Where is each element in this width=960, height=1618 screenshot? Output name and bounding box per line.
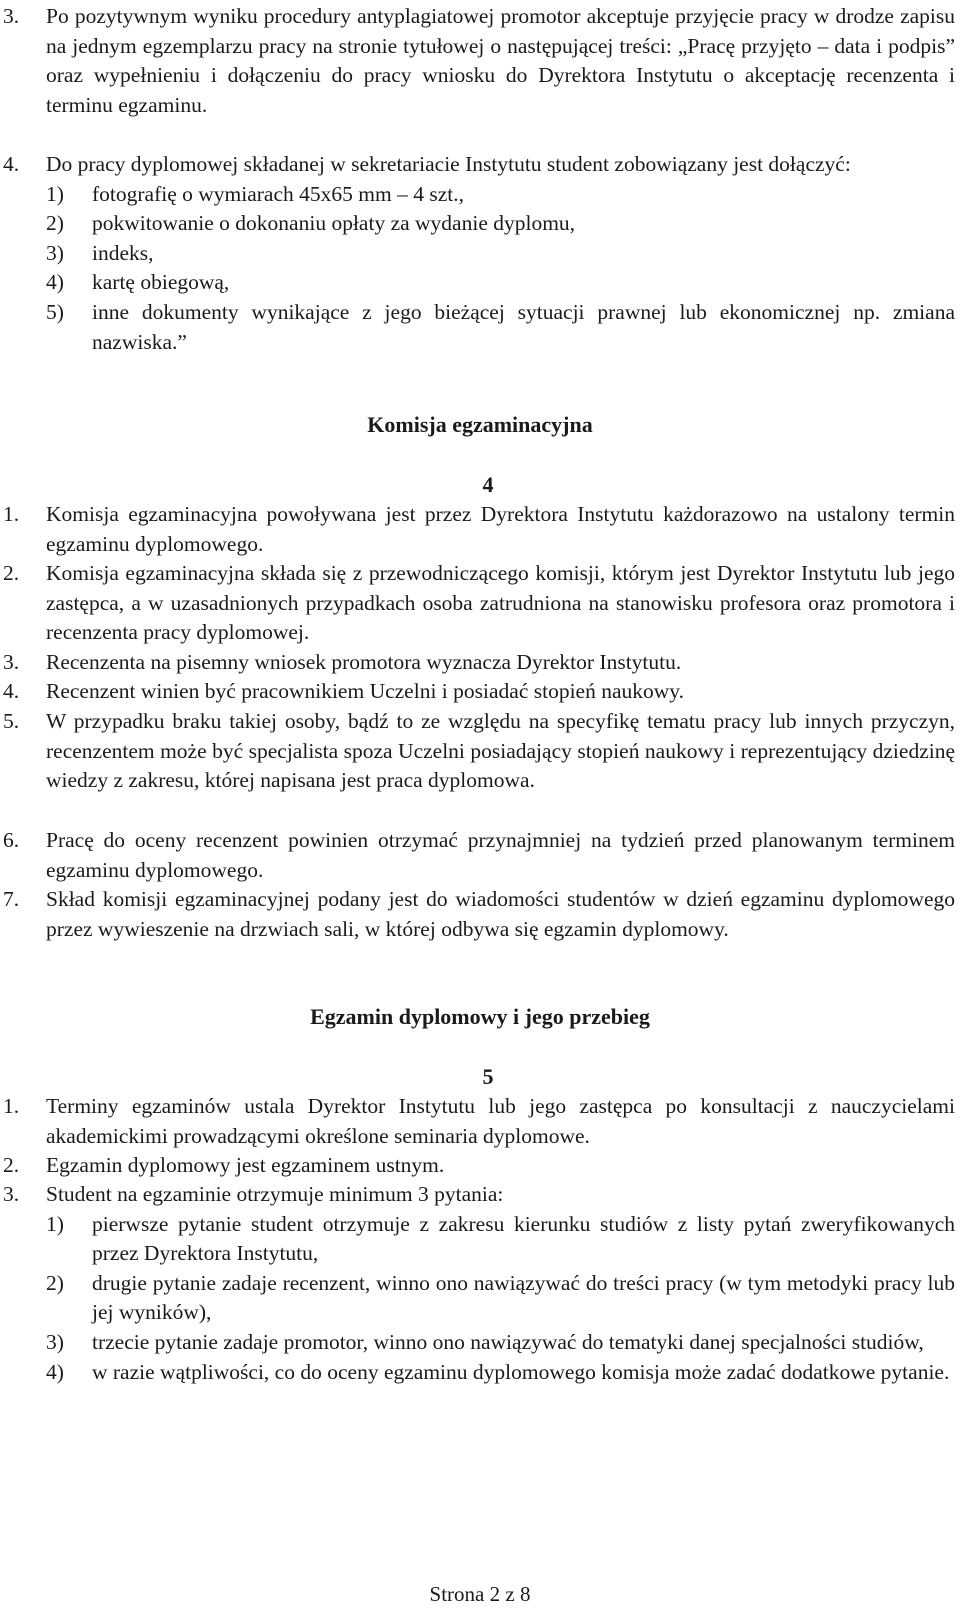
- komisja-item-1: 1. Komisja egzaminacyjna powoływana jest przez Dyrektora Instytutu każdorazowo na ustalony termin egzaminu dyplomowego.: [3, 502, 955, 556]
- paragraph-text: Do pracy dyplomowej składanej w sekretariacie Instytutu student zobowiązany jest dołączyć:: [46, 152, 851, 176]
- list-item: 1) fotografię o wymiarach 45x65 mm – 4 szt.,: [46, 181, 464, 206]
- komisja-item-6: 6. Pracę do oceny recenzent powinien otrzymać przynajmniej na tydzień przed planowanym terminem egzaminu dyplomowego.: [3, 828, 955, 882]
- paragraph-number: 4.: [3, 152, 20, 176]
- list-item: 2) drugie pytanie zadaje recenzent, winno ono nawiązywać do treści pracy (w tym metodyki pracy lub jej wyników),: [46, 1270, 955, 1325]
- section-number-4: 4: [482, 472, 494, 497]
- egzamin-item-1: 1. Terminy egzaminów ustala Dyrektor Instytutu lub jego zastępca po konsultacji z nauczycielami akademickimi prowadzącymi określone seminaria dyplomowe.: [3, 1094, 955, 1148]
- komisja-item-2: 2. Komisja egzaminacyjna składa się z przewodniczącego komisji, którym jest Dyrektor Instytutu lub jego zastępca, a w uzasadnionych przypadkach osoba zatrudniona na stanowisku profesora oraz promotora i recenzenta pracy dyplomowej.: [3, 561, 955, 645]
- page-footer: Strona 2 z 8: [429, 1582, 531, 1606]
- komisja-item-4: 4. Recenzent winien być pracownikiem Uczelni i posiadać stopień naukowy.: [3, 679, 685, 703]
- section-heading-komisja: Komisja egzaminacyjna: [367, 412, 593, 437]
- section-number-5: 5: [482, 1064, 494, 1089]
- section-heading-egzamin: Egzamin dyplomowy i jego przebieg: [310, 1004, 650, 1029]
- list-item: 4) kartę obiegową,: [46, 270, 230, 295]
- komisja-item-3: 3. Recenzenta na pisemny wniosek promotora wyznacza Dyrektor Instytutu.: [3, 650, 682, 674]
- list-item: 1) pierwsze pytanie student otrzymuje z zakresu kierunku studiów z listy pytań zweryfikowanych przez Dyrektora Instytutu,: [46, 1211, 955, 1266]
- list-item: 2) pokwitowanie o dokonaniu opłaty za wydanie dyplomu,: [46, 211, 576, 236]
- list-item: 3) trzecie pytanie zadaje promotor, winno ono nawiązywać do tematyki danej specjalności studiów,: [46, 1329, 924, 1354]
- list-item: 5) inne dokumenty wynikające z jego bieżącej sytuacji prawnej lub ekonomicznej np. zmiana nazwiska.”: [46, 299, 955, 354]
- komisja-item-7: 7. Skład komisji egzaminacyjnej podany jest do wiadomości studentów w dzień egzaminu dyplomowego przez wywieszenie na drzwiach sali, w której odbywa się egzamin dyplomowy.: [3, 887, 955, 941]
- list-item: 4) w razie wątpliwości, co do oceny egzaminu dyplomowego komisja może zadać dodatkowe pytanie.: [46, 1359, 950, 1384]
- paragraph-text: Po pozytywnym wyniku procedury antyplagiatowej promotor akceptuje przyjęcie pracy w drodze zapisu na jednym egzemplarzu pracy na stronie tytułowej o następującej treści: „Pracę przyjęto – data i podpis” oraz wypełnieniu i dołączeniu do pracy wniosku do Dyrektora Instytutu o akceptację recenzenta i terminu egzaminu.: [46, 4, 955, 117]
- komisja-item-5: 5. W przypadku braku takiej osoby, bądź to ze względu na specyfikę tematu pracy lub innych przyczyn, recenzentem może być specjalista spoza Uczelni posiadający stopień naukowy i reprezentujący dziedzinę wiedzy z zakresu, której napisana jest praca dyplomowa.: [3, 709, 955, 793]
- list-item: 3) indeks,: [46, 240, 154, 265]
- egzamin-item-2: 2. Egzamin dyplomowy jest egzaminem ustnym.: [3, 1153, 445, 1177]
- paragraph-3: [0, 2, 955, 120]
- egzamin-item-3: 3. Student na egzaminie otrzymuje minimum 3 pytania: 1) pierwsze pytanie student otrzymuje z zakresu kierunku studiów z listy pytań zweryfikowanych przez Dyrektora Instytutu, 2) drugie pytanie zadaje recenzent, winno ono nawiązywać do treści pracy (w tym metodyki pracy lub jej wyników), 3) trzecie pytanie zadaje promotor, winno ono nawiązywać do tematyki danej specjalności studiów, 4) w razie wątpliwości, co do oceny egzaminu dyplomowego komisja może zadać dodatkowe pytanie.: [0, 1180, 955, 1387]
- paragraph-4: [0, 150, 955, 357]
- paragraph-number: 3.: [3, 4, 20, 28]
